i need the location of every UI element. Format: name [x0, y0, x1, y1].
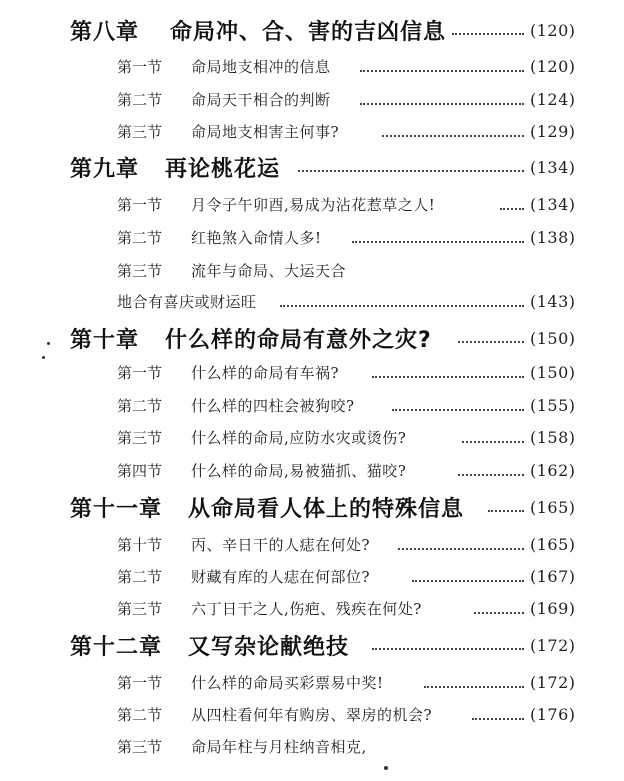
page-number: (169) — [530, 598, 576, 618]
dot-leader — [372, 648, 524, 650]
dot-leader — [398, 548, 524, 550]
chapter-title: 又写杂论献绝技 — [188, 634, 350, 660]
page-number: (176) — [530, 704, 576, 724]
page-number: (172) — [530, 635, 576, 655]
section-title: 财藏有库的人痣在何部位? — [191, 567, 371, 586]
dot-leader — [352, 241, 524, 243]
chapter-entry[interactable] — [0, 490, 624, 524]
chapter-entry[interactable] — [0, 13, 624, 47]
section-title: 六丁日干之人,伤疤、残疾在何处? — [191, 599, 422, 618]
page-number: (167) — [530, 566, 576, 586]
section-title: 命局地支相害主何事? — [191, 122, 340, 141]
dot-leader — [458, 474, 524, 476]
section-entry[interactable] — [0, 357, 624, 387]
page-number: (150) — [530, 328, 576, 348]
dot-leader — [298, 170, 524, 172]
section-entry[interactable] — [0, 455, 624, 485]
section-title: 什么样的命局有车祸? — [191, 363, 340, 382]
page-number: (143) — [530, 291, 576, 311]
section-title: 什么样的命局买彩票易中奖! — [191, 673, 384, 692]
chapter-title: 命局冲、合、害的吉凶信息 — [170, 19, 447, 45]
dot-leader — [412, 580, 524, 582]
section-number: 第一节 — [117, 57, 163, 76]
section-entry[interactable] — [0, 222, 624, 252]
section-entry[interactable] — [0, 699, 624, 729]
section-number: 第二节 — [117, 396, 163, 415]
page-number: (134) — [530, 194, 576, 214]
section-entry[interactable] — [0, 593, 624, 623]
dot-leader — [424, 686, 524, 688]
dot-leader — [360, 103, 524, 105]
section-title: 命局天干相合的判断 — [191, 90, 331, 109]
section-title: 命局年柱与月柱纳音相克, — [191, 737, 367, 756]
section-entry[interactable] — [0, 422, 624, 452]
dot-leader — [488, 510, 524, 512]
chapter-title: 从命局看人体上的特殊信息 — [188, 496, 465, 522]
section-title: 什么样的四柱会被狗咬? — [191, 396, 355, 415]
section-title: 红艳煞入命情人多! — [191, 228, 322, 247]
chapter-number: 第十章 — [70, 327, 140, 353]
section-number: 第二节 — [117, 705, 163, 724]
dot-leader — [462, 441, 524, 443]
section-entry — [0, 255, 624, 285]
page-number: (138) — [530, 227, 576, 247]
section-entry[interactable] — [0, 390, 624, 420]
section-entry[interactable] — [0, 561, 624, 591]
section-entry[interactable] — [0, 667, 624, 697]
section-entry[interactable] — [0, 529, 624, 559]
chapter-title: 什么样的命局有意外之灾? — [165, 327, 432, 353]
chapter-number: 第十二章 — [70, 634, 163, 660]
section-number: 第三节 — [117, 599, 163, 618]
section-entry-continuation[interactable] — [0, 286, 624, 316]
section-number: 第三节 — [117, 428, 163, 447]
chapter-entry[interactable] — [0, 321, 624, 355]
section-number: 第四节 — [117, 461, 163, 480]
section-title: 丙、辛日干的人痣在何处? — [191, 535, 371, 554]
page-number: (165) — [530, 534, 576, 554]
page-number: (120) — [530, 20, 576, 40]
chapter-number: 第八章 — [70, 19, 140, 45]
section-entry[interactable] — [0, 84, 624, 114]
section-number: 第二节 — [117, 228, 163, 247]
page-number: (120) — [530, 56, 576, 76]
section-number: 第三节 — [117, 737, 163, 756]
dot-leader — [392, 409, 524, 411]
chapter-number: 第九章 — [70, 156, 140, 182]
section-title-continuation: 地合有喜庆或财运旺 — [117, 292, 257, 311]
section-number: 第二节 — [117, 567, 163, 586]
dot-leader — [280, 305, 524, 307]
dot-leader — [500, 208, 524, 210]
dot-leader — [472, 718, 524, 720]
dot-leader — [474, 612, 524, 614]
page-number: (155) — [530, 395, 576, 415]
section-number: 第三节 — [117, 261, 163, 280]
section-title: 命局地支相冲的信息 — [191, 57, 331, 76]
section-entry[interactable] — [0, 731, 624, 761]
page-number: (172) — [530, 672, 576, 692]
section-number: 第一节 — [117, 195, 163, 214]
section-number: 第三节 — [117, 122, 163, 141]
section-entry[interactable] — [0, 51, 624, 81]
chapter-title: 再论桃花运 — [165, 156, 281, 182]
page-number: (158) — [530, 427, 576, 447]
dot-leader — [452, 33, 524, 35]
scan-speck — [384, 766, 388, 770]
chapter-number: 第十一章 — [70, 496, 163, 522]
dot-leader — [382, 135, 524, 137]
section-title: 流年与命局、大运天合 — [191, 261, 347, 280]
page-number: (162) — [530, 460, 576, 480]
dot-leader — [372, 376, 524, 378]
section-title: 什么样的命局,应防水灾或烫伤? — [191, 428, 407, 447]
section-title: 从四柱看何年有购房、翠房的机会? — [191, 705, 433, 724]
section-number: 第二节 — [117, 90, 163, 109]
chapter-entry[interactable] — [0, 150, 624, 184]
section-entry[interactable] — [0, 116, 624, 146]
dot-leader — [458, 341, 524, 343]
page-number: (150) — [530, 362, 576, 382]
page-number: (129) — [530, 121, 576, 141]
section-number: 第一节 — [117, 673, 163, 692]
dot-leader — [360, 70, 524, 72]
section-number: 第十节 — [117, 535, 163, 554]
scan-speck — [47, 342, 50, 345]
section-entry[interactable] — [0, 189, 624, 219]
page-number: (134) — [530, 157, 576, 177]
section-number: 第一节 — [117, 363, 163, 382]
section-title: 月令子午卯酉,易成为沾花惹草之人! — [191, 195, 436, 214]
section-title: 什么样的命局,易被猫抓、猫咬? — [191, 461, 407, 480]
page-number: (165) — [530, 497, 576, 517]
page-number: (124) — [530, 89, 576, 109]
chapter-entry[interactable] — [0, 628, 624, 662]
